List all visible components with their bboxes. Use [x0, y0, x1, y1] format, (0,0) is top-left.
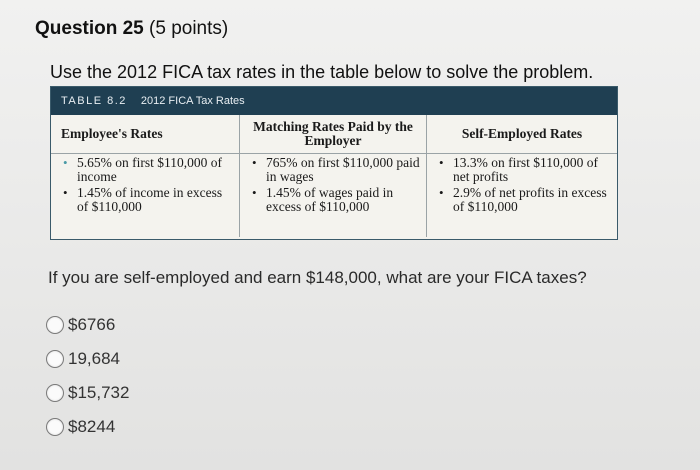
bullet-icon: • — [439, 155, 444, 170]
employee-rates-column — [51, 115, 240, 237]
answer-option-a[interactable] — [46, 308, 129, 342]
option-label: $8244 — [68, 417, 116, 436]
rate-item: • 765% on first $110,000 paid in wages — [252, 155, 420, 184]
radio-button[interactable] — [46, 384, 64, 402]
question-title: Question 25 — [35, 18, 144, 39]
self-employed-column — [427, 115, 617, 237]
table-label: TABLE 8.2 — [61, 95, 127, 107]
rate-item: • 2.9% of net profits in excess of $110,000 — [439, 185, 607, 214]
answer-option-b[interactable] — [46, 342, 129, 376]
column-header: Employee's Rates — [51, 115, 239, 154]
bullet-icon: • — [63, 185, 68, 200]
question-prompt: Use the 2012 FICA tax rates in the table below to solve the problem. — [50, 62, 594, 82]
question-header — [35, 18, 228, 40]
rate-item: • 5.65% on first $110,000 of income — [63, 155, 222, 184]
table-title: 2012 FICA Tax Rates — [140, 95, 245, 107]
bullet-icon: • — [252, 155, 257, 170]
table-body — [51, 115, 617, 237]
bullet-icon: • — [439, 185, 444, 200]
bullet-icon: • — [63, 155, 68, 170]
option-label: $6766 — [68, 315, 116, 334]
radio-button[interactable] — [46, 350, 64, 368]
fica-rates-table — [50, 86, 618, 240]
table-banner — [51, 87, 617, 115]
radio-button[interactable] — [46, 316, 64, 334]
question-points: (5 points) — [149, 18, 229, 39]
rate-item: • 1.45% of wages paid in excess of $110,000 — [252, 185, 394, 214]
column-header: Self-Employed Rates — [427, 115, 617, 154]
answer-option-d[interactable] — [46, 410, 129, 444]
question-text: If you are self-employed and earn $148,000, what are your FICA taxes? — [48, 268, 587, 287]
answer-options — [46, 308, 129, 444]
column-header: Matching Rates Paid by the Employer — [240, 115, 426, 154]
rate-item: • 1.45% of income in excess of $110,000 — [63, 185, 223, 214]
employer-matching-column — [240, 115, 427, 237]
radio-button[interactable] — [46, 418, 64, 436]
option-label: 19,684 — [68, 349, 120, 368]
answer-option-c[interactable] — [46, 376, 129, 410]
option-label: $15,732 — [68, 383, 130, 402]
bullet-icon: • — [252, 185, 257, 200]
rate-item: • 13.3% on first $110,000 of net profits — [439, 155, 598, 184]
